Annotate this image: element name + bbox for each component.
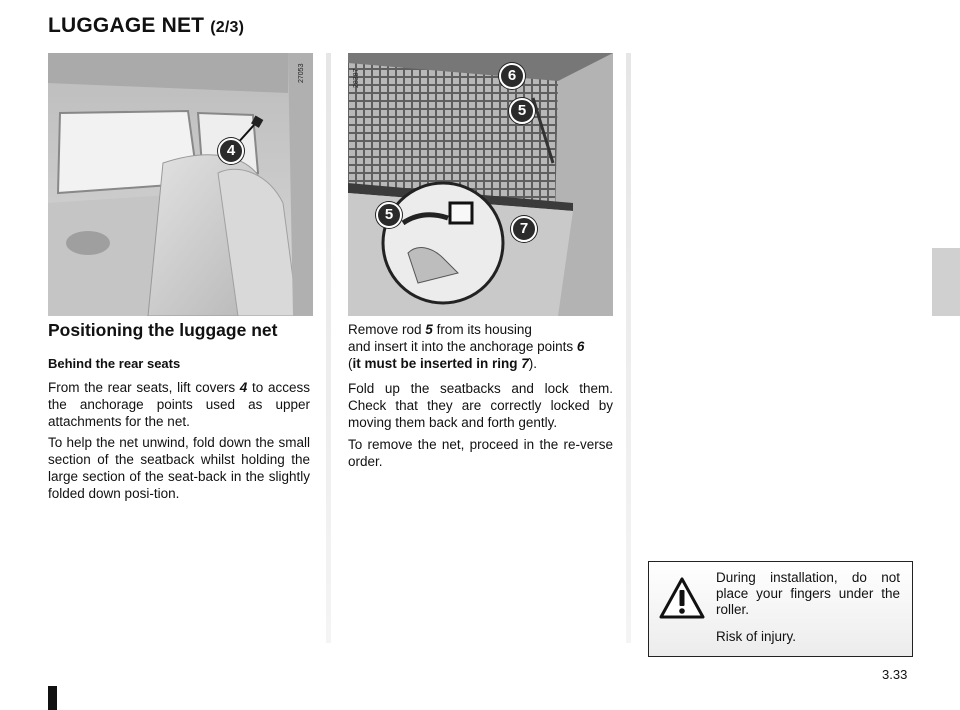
corner-mark (48, 686, 57, 710)
warning-box (648, 561, 913, 657)
callout-6: 6 (499, 63, 525, 89)
warning-triangle-icon (659, 576, 705, 620)
ref-number: 5 (425, 322, 433, 337)
ref-number: 6 (576, 339, 585, 354)
rear-seat-drawing (48, 53, 313, 316)
warning-text: During installation, do not place your fingers under the roller. (716, 570, 900, 617)
luggage-net-drawing (348, 53, 613, 316)
bold-text: it must be inserted in ring (352, 356, 522, 371)
figure-ref-code: 27053 (298, 63, 305, 83)
paragraph-lift-covers (48, 379, 310, 430)
paragraph-remove-rod (348, 321, 613, 372)
rear-seat-illustration (48, 53, 313, 316)
page-title-text: LUGGAGE NET (48, 14, 205, 37)
figure-ref-code: 28387 (353, 68, 360, 88)
text: from its housing (432, 322, 532, 337)
section-heading: Positioning the luggage net (48, 320, 278, 340)
paragraph-fold-seatbacks: Fold up the seatbacks and lock them. Check that they are correctly locked by moving them back and forth gently. (348, 381, 613, 430)
warning-risk-text: Risk of injury. (716, 629, 797, 644)
ref-number: 4 (239, 380, 248, 395)
luggage-net-illustration (348, 53, 613, 316)
paragraph-remove-net: To remove the net, proceed in the re-verse order. (348, 437, 613, 469)
callout-5-upper: 5 (509, 98, 535, 124)
paragraph-unwind-net: To help the net unwind, fold down the small section of the seatback whilst holding the large section of the seat-back in the slightly folded down posi-tion. (48, 435, 310, 501)
page-title (48, 14, 244, 38)
callout-5-lower: 5 (376, 202, 402, 228)
page-title-suffix: (2/3) (210, 19, 245, 36)
text: Remove rod (348, 322, 426, 337)
text: ( (348, 356, 353, 371)
subheading: Behind the rear seats (48, 356, 181, 371)
column-divider-right (626, 53, 631, 643)
text: From the rear seats, lift covers (48, 380, 240, 395)
callout-7: 7 (511, 216, 537, 242)
text: to access the anchorage points used as upper attachments for the net. (48, 380, 310, 429)
chapter-tab (932, 248, 960, 316)
text: and insert it into the anchorage points (348, 339, 577, 354)
page-number: 3.33 (882, 667, 908, 682)
ref-number: 7 (521, 356, 529, 371)
callout-4: 4 (218, 138, 244, 164)
column-divider (326, 53, 331, 643)
text: ). (528, 356, 538, 371)
